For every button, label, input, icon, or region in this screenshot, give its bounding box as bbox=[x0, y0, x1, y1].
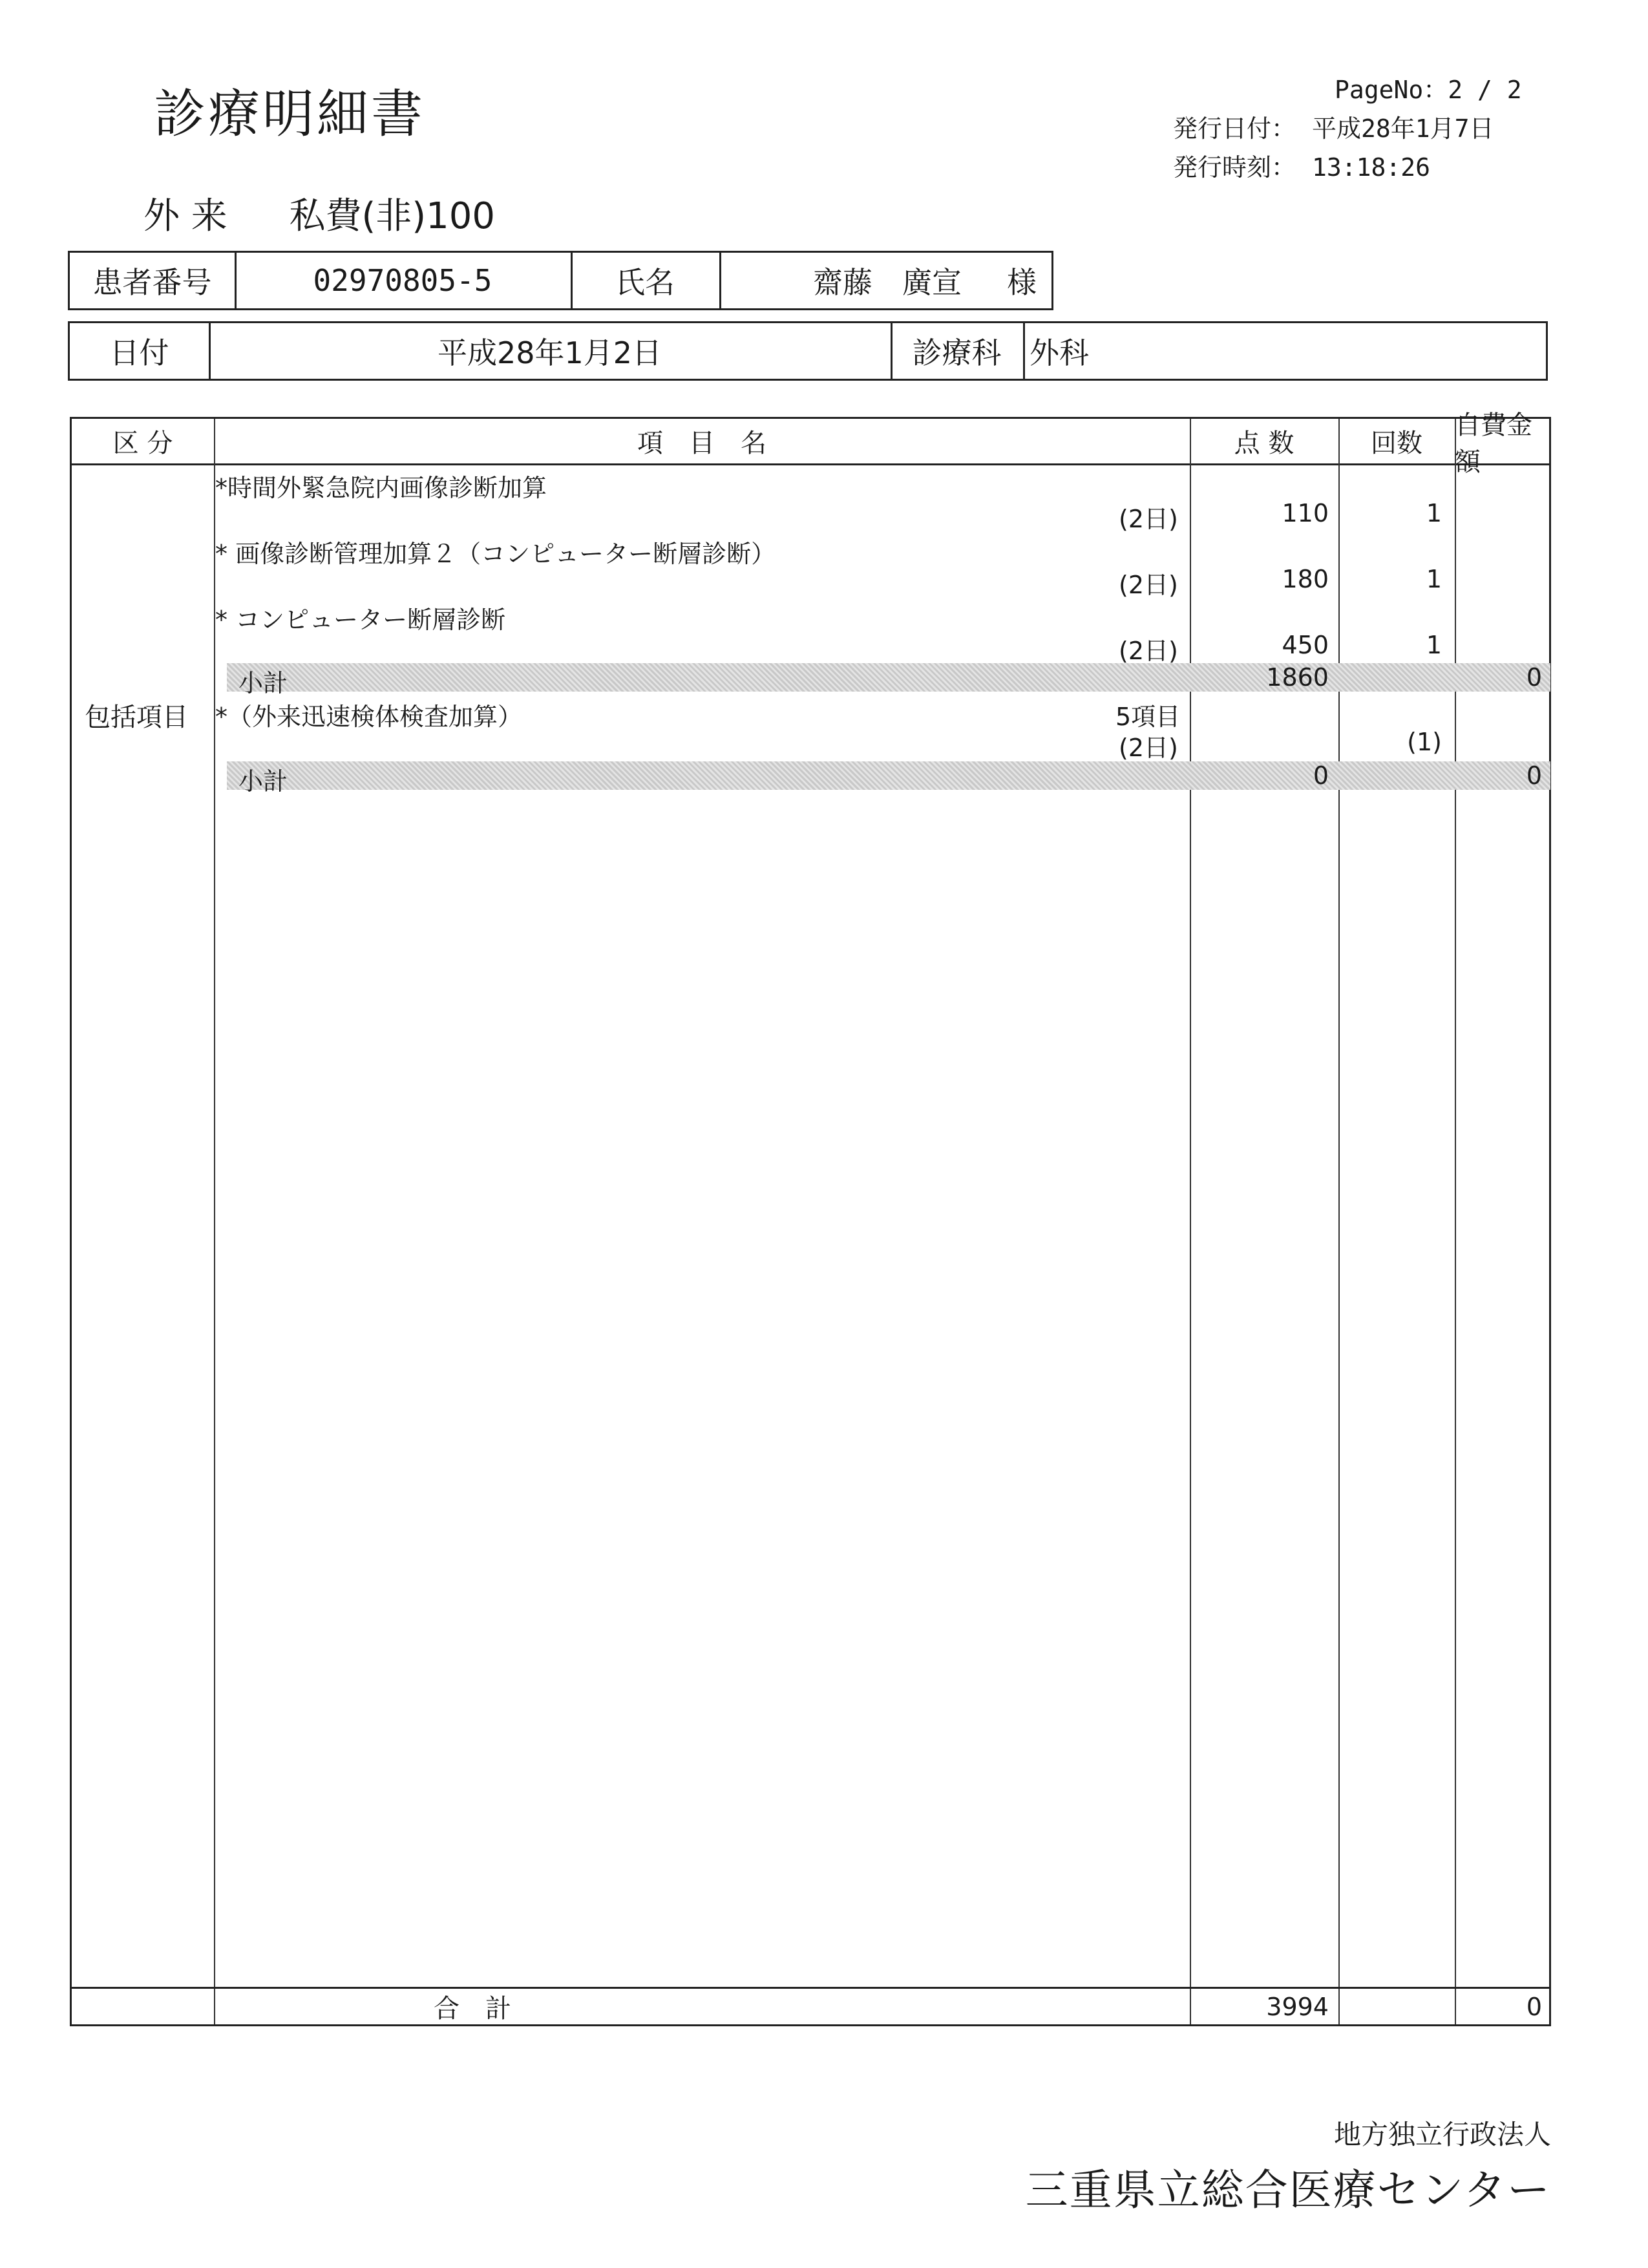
col-header-points: 点 数 bbox=[1234, 429, 1294, 458]
item-days: (2日) bbox=[1119, 734, 1178, 762]
page-number: PageNo：2 / 2 bbox=[1335, 76, 1522, 104]
item-count: 1 bbox=[1426, 565, 1442, 593]
item-name: *（外来迅速検体検査加算） bbox=[215, 703, 523, 731]
item-days: (2日) bbox=[1119, 505, 1178, 533]
item-name: *時間外緊急院内画像診断加算 bbox=[215, 474, 547, 502]
subtotal1-shade bbox=[227, 663, 1550, 692]
document-title: 診療明細書 bbox=[154, 84, 425, 144]
department-label: 診療科 bbox=[912, 335, 1002, 370]
visit-type: 外 来 bbox=[143, 195, 227, 237]
insurance-type: 私費(非)100 bbox=[289, 195, 496, 237]
item-points: 180 bbox=[1282, 565, 1329, 593]
patient-id: 02970805-5 bbox=[313, 263, 492, 298]
organization-type: 地方独立行政法人 bbox=[1333, 2119, 1551, 2150]
organization-name: 三重県立総合医療センター bbox=[1025, 2165, 1551, 2215]
patient-id-label: 患者番号 bbox=[92, 265, 212, 300]
total-points: 3994 bbox=[1266, 1992, 1329, 2021]
issue-time-label: 発行時刻： bbox=[1173, 153, 1296, 182]
item-count: 1 bbox=[1426, 631, 1442, 659]
subtotal-points: 0 bbox=[1313, 761, 1329, 790]
total-row bbox=[72, 1987, 1549, 2024]
item-note: 5項目 bbox=[1115, 703, 1181, 731]
item-points: 450 bbox=[1282, 631, 1329, 659]
issue-time: 13:18:26 bbox=[1312, 153, 1431, 182]
visit-date-label: 日付 bbox=[109, 335, 169, 370]
subtotal-amount: 0 bbox=[1526, 663, 1542, 692]
item-days: (2日) bbox=[1119, 571, 1178, 599]
item-count: 1 bbox=[1426, 499, 1442, 527]
item-points: 110 bbox=[1282, 499, 1329, 527]
subtotal-amount: 0 bbox=[1526, 761, 1542, 790]
col-header-count: 回数 bbox=[1371, 429, 1422, 458]
issue-date-label: 発行日付： bbox=[1173, 114, 1296, 143]
item-count: (1) bbox=[1407, 728, 1442, 756]
department: 外科 bbox=[1030, 335, 1089, 370]
patient-name-label: 氏名 bbox=[615, 265, 675, 300]
patient-box bbox=[68, 251, 1053, 310]
col-header-category: 区 分 bbox=[112, 429, 173, 458]
col-header-item: 項 目 名 bbox=[637, 429, 766, 458]
issue-date-row bbox=[1173, 109, 1494, 144]
subtotal-label: 小計 bbox=[238, 669, 288, 697]
item-name: * 画像診断管理加算２（コンピューター断層診断） bbox=[215, 540, 776, 568]
subtotal-label: 小計 bbox=[238, 767, 288, 796]
total-label: 合 計 bbox=[434, 1994, 511, 2024]
subtotal-points: 1860 bbox=[1266, 663, 1329, 692]
patient-honorific: 様 bbox=[1007, 265, 1037, 300]
visit-info bbox=[143, 187, 495, 239]
detail-table bbox=[70, 410, 1551, 2026]
visit-date: 平成28年1月2日 bbox=[437, 335, 662, 370]
category-label: 包括項目 bbox=[85, 703, 188, 732]
total-amount: 0 bbox=[1526, 1992, 1542, 2021]
subtotal2-shade bbox=[227, 761, 1550, 790]
col-header-amount: 自費金額 bbox=[1455, 410, 1532, 477]
issue-time-row bbox=[1173, 147, 1430, 183]
table-header-row bbox=[72, 410, 1549, 477]
patient-name: 齋藤 廣宣 bbox=[813, 265, 962, 300]
item-days: (2日) bbox=[1119, 637, 1178, 665]
item-name: * コンピューター断層診断 bbox=[215, 606, 506, 634]
issue-date: 平成28年1月7日 bbox=[1312, 114, 1494, 143]
visit-box bbox=[68, 321, 1548, 381]
